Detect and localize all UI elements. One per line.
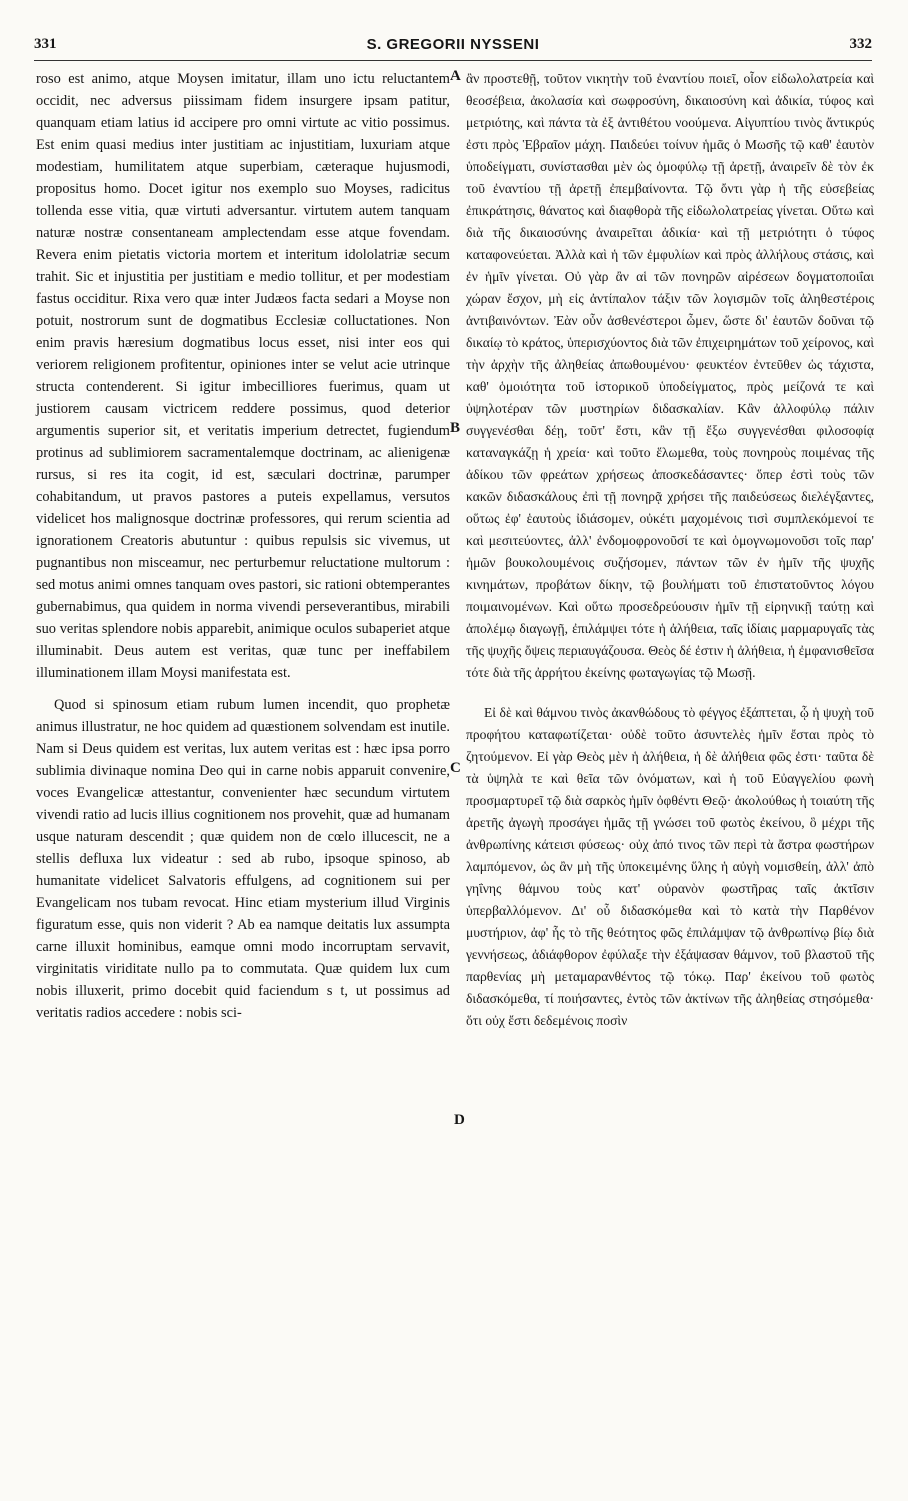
section-marker-b: B <box>450 420 461 436</box>
page-number-right: 332 <box>849 36 872 52</box>
latin-column <box>36 68 450 1491</box>
page-number-left: 331 <box>34 36 57 52</box>
section-marker-c: C <box>450 760 461 776</box>
latin-paragraph-1: roso est animo, atque Moysen imitatur, illam uno ictu reluctantem occidit, nec adversus piissimam fidem insurgere ipsam patitur, quanquam etiam latius id accipere pro omni virtute ac vitio possimus. Est enim quasi medius inter justitiam ac injustitiam, luxuriam atque modestiam, humilitatem atque superbiam, cæteraque hujusmodi, propositus homo. Docet igitur nos exemplo suo Moyses, radicitus tollenda esse vitia, quæ virtuti adversantur. virtutem autem tanquam naturæ nostræ consentaneam amplectendam esse atque fovendam. Revera enim pietatis victoria mortem et interitum idololatriæ secum trahit. Sic et injustitia per justitiam e medio tollitur, et per modestiam fastus occiditur. Rixa vero quæ inter Judæos facta sedari a Moyse non potuit, nostrorum sunt de dogmatibus Ecclesiæ colluctationes. Non enim pravis hæresium dogmatibus locus esset, nisi inter eos qui veriorem religionem profitentur, opiniones inter se velut acie utrinque structa contenderent. Si igitur imbecilliores fuerimus, quam ut justiorem causam victricem reddere possimus, quod deterior argumentis superior sit, et veritatis imperium detrectet, fugiendum protinus ad sublimiorem sacramentalemque doctrinam, ac alienigenæ rursus, si res ita cogit, id est, sæculari doctrinæ, parumper cohabitandum, ut pravos pastores a puteis expellamus, versutos videlicet hos malignosque doctrinæ professores, qui rerum scientia ad ignorationem Creatoris abutuntur : quibus repulsis sic vivemus, ut pugnantibus non misceamur, nec perturbemur reluctatione multorum : sed motus animi omnes tanquam oves pastori, sic rationi obtemperantes gubernabimus, qua quidem in norma vivendi perseverantibus, mirabili suo veritas splendore nobis apparebit, animique oculos subaperiet atque illuminabit. Deus autem est veritas, quæ tunc per ineffabilem illuminationem illam Moysi manifestata est. <box>36 71 450 681</box>
greek-paragraph-1: ἂν προστεθῇ, τοῦτον νικητὴν τοῦ ἐναντίου ποιεῖ, οἷον εἰδωλολατρεία καὶ θεοσέβεια, ἀκολασία καὶ σωφροσύνη, δικαιοσύνη καὶ ἀδικία, τύφος καὶ μετριότης, καὶ πάντα τὰ ἐξ ἀντιθέτου νοούμενα. Αἰγυπτίου τινὸς ἄντικρύς ἐστι πρὸς Ἑβραῖον μάχη. Παιδεύει τοίνυν ἡμᾶς ὁ Μωσῆς τῷ καθ' ἑαυτὸν ὑποδείγματι, συνίστασθαι μὲν ὡς ὁμοφύλῳ τῇ ἀρετῇ, ἀναιρεῖν δὲ τὸν ἐκ τοῦ ἐναντίου τῇ ἀρετῇ ἐπεμβαίνοντα. Τῷ ὄντι γὰρ ἡ τῆς εὐσεβείας ἐπικράτησις, θάνατος καὶ διαφθορὰ τῆς εἰδωλολατρείας γίνεται. Οὕτω καὶ διὰ τῆς δικαιοσύνης ἀναιρεῖται ἀδικία· καὶ τῇ μετριότητι ὁ τύφος καταφονεύεται. Ἀλλὰ καὶ ἡ τῶν ἐμφυλίων καὶ πρὸς ἀλλήλους στάσις, καὶ ἐν ἡμῖν γίνεται. Οὐ γὰρ ἂν αἱ τῶν πονηρῶν αἱρέσεων δογματοποιΐαι χώραν ἔσχον, μὴ εἰς ἀντίπαλον τάξιν τῶν λογισμῶν τοῖς ἀληθεστέροις ἀντιβαινόντων. Ἐὰν οὖν ἀσθενέστεροι ὦμεν, ὥστε δι' ἑαυτῶν δοῦναι τῷ δικαίῳ τὸ κράτος, ὑπερισχύοντος διὰ τῶν ἐπιχειρημάτων τοῦ χείρονος, καὶ τὴν ἀρχὴν τῆς ἀληθείας ἀπωθουμένου· φευκτέον ἐντεῦθεν ὡς τάχιστα, καθ' ὁμοιότητα τοῦ ἱστορικοῦ ὑποδείγματος, πρὸς μείζονά τε καὶ ὑψηλοτέραν τῶν μυστηρίων διδασκαλίαν. Κἂν ἀλλοφύλῳ πάλιν συγγενέσθαι δέῃ, τοῦτ' ἔστι, κἂν τῇ ἔξω συγγενέσθαι φιλοσοφίᾳ καταναγκάζῃ ἡ χρεία· καὶ τοῦτο ἕλωμεθα, τοὺς πονηροὺς ποιμένας τῆς ἀδίκου τῶν φρεάτων χρήσεως ἀποσκεδάσαντες· ὅπερ ἐστὶ τοὺς τῶν κακῶν διδασκάλους ἐπὶ τῇ πονηρᾷ χρήσει τῆς παιδεύσεως διελέγξαντες, οὕτως ἐφ' ἑαυτοὺς ἰδιάσομεν, οὐκέτι μαχομένοις τισὶ συμπλεκόμενοί τε καὶ μεσιτεύοντες, ἀλλ' ἐνδομοφρονοῦσί τε καὶ ὁμογνωμονοῦσι τοῖς παρ' ἡμῶν βουκολουμένοις συζήσομεν, πάντων τῶν ἐν ἡμῖν τῆς ψυχῆς κινημάτων, προβάτων δίκην, τῷ βουλήματι τοῦ ἐπιστατοῦντος λόγου ποιμαινομένων. Καὶ οὕτω προσεδρεύουσιν ἡμῖν τῇ εἰρηνικῇ ταύτῃ καὶ ἀπολέμῳ διαγωγῇ, ἐπιλάμψει τότε ἡ ἀλήθεια, ταῖς ἰδίαις μαρμαρυγαῖς τὰς τῆς ψυχῆς ὄψεις περιαυγάζουσα. Θεὸς δέ ἐστιν ἡ ἀλήθεια, ἡ ἐμφανισθεῖσα τότε διὰ τῆς ἀρρήτου ἐκείνης φωταγωγίας τῷ Μωσῇ. <box>466 71 874 680</box>
latin-paragraph-2: Quod si spinosum etiam rubum lumen incendit, quo prophetæ animus illustratur, ne hoc quidem ad quæstionem solvendam est inutile. Nam si Deus quidem est veritas, lux autem veritas est : hæc ipsa porro sublimia divinaque nomina Deo qui in carne nobis apparuit convenire, voces Evangelicæ attestantur, convenienter hæc secundum virtutem vivendi ratio ad lucis illius cognitionem nos provehit, quæ ad humanam usque naturam descendit ; quæ quidem non de cœlo illucescit, ne a stellis defluxa lux videatur : sed ab rubo, ipsoque spinoso, ab humanitate videlicet Salvatoris effulgens, ad cognitionem sui per Evangelicam nos tubam revocat. Hinc etiam mysterium illud Virginis figuratum esse, quis non viderit ? Ab ea namque deitatis lux assumpta carne illuxit hominibus, eamque omni modo incorruptam servavit, virginitatis viriditate nullo pa to commutata. Quæ quidem lux cum nobis illuxerit, primo docebit quid faciendum s t, ut possimus ad veritatis radios accedere : nobis sci- <box>36 697 450 1021</box>
header-rule <box>34 60 872 61</box>
section-marker-a: A <box>450 68 461 84</box>
greek-column <box>466 68 874 1491</box>
running-title: S. GREGORII NYSSENI <box>366 36 540 53</box>
section-marker-d: D <box>454 1112 465 1128</box>
greek-paragraph-2: Εἰ δὲ καὶ θάμνου τινὸς ἀκανθώδους τὸ φέγγος ἐξάπτεται, ᾧ ἡ ψυχὴ τοῦ προφήτου καταφωτίζεται· οὐδὲ τοῦτο ἀσυντελὲς ἡμῖν ἔσται πρὸς τὸ ζητούμενον. Εἰ γὰρ Θεὸς μὲν ἡ ἀλήθεια, ἡ δὲ ἀλήθεια φῶς ἐστι· ταῦτα δὲ τὰ ὑψηλὰ τε καὶ θεῖα τῶν ὀνόματων, καὶ ἡ τοῦ Εὐαγγελίου φωνὴ προσμαρτυρεῖ τῷ διὰ σαρκὸς ἡμῖν ὀφθέντι Θεῷ· ἀκολούθως ἡ τοιαύτη τῆς ἀρετῆς ἀγωγὴ προσάγει ἡμᾶς τῇ γνώσει τοῦ φωτὸς ἐκείνου, ὃ μέχρι τῆς ἀνθρωπίνης κάτεισι φύσεως· οὐχ ἀπό τινος τῶν περὶ τὰ ἄστρα φωστήρων λαμπόμενον, ὡς ἂν μὴ τῆς ὑποκειμένης ὕλης ἡ αὐγὴ νομισθείη, ἀλλ' ἀπὸ γηΐνης θάμνου τοὺς κατ' οὐρανὸν φωστῆρας ταῖς ἀκτῖσιν ὑπερβαλλόμενον. Δι' οὗ διδασκόμεθα καὶ τὸ κατὰ τὴν Παρθένον μυστήριον, ἀφ' ἧς τὸ τῆς θεότητος φῶς ἐπιλάμψαν τῷ ἀνθρωπίνῳ βίῳ διὰ γεννήσεως, ἀδιάφθορον ἐφύλαξε τὴν ἐξάψασαν θάμνον, τοῦ βλαστοῦ τῆς παρθενίας μὴ μεταμαρανθέντος τῷ τόκῳ. Παρ' ἐκείνου τοῦ φωτὸς διδασκόμεθα, τί ποιήσαντες, ἐντὸς τῶν ἀκτίνων τῆς ἀληθείας στησόμεθα· ὅτι οὐχ ἔστι δεδεμένοις ποσὶν <box>466 705 874 1028</box>
